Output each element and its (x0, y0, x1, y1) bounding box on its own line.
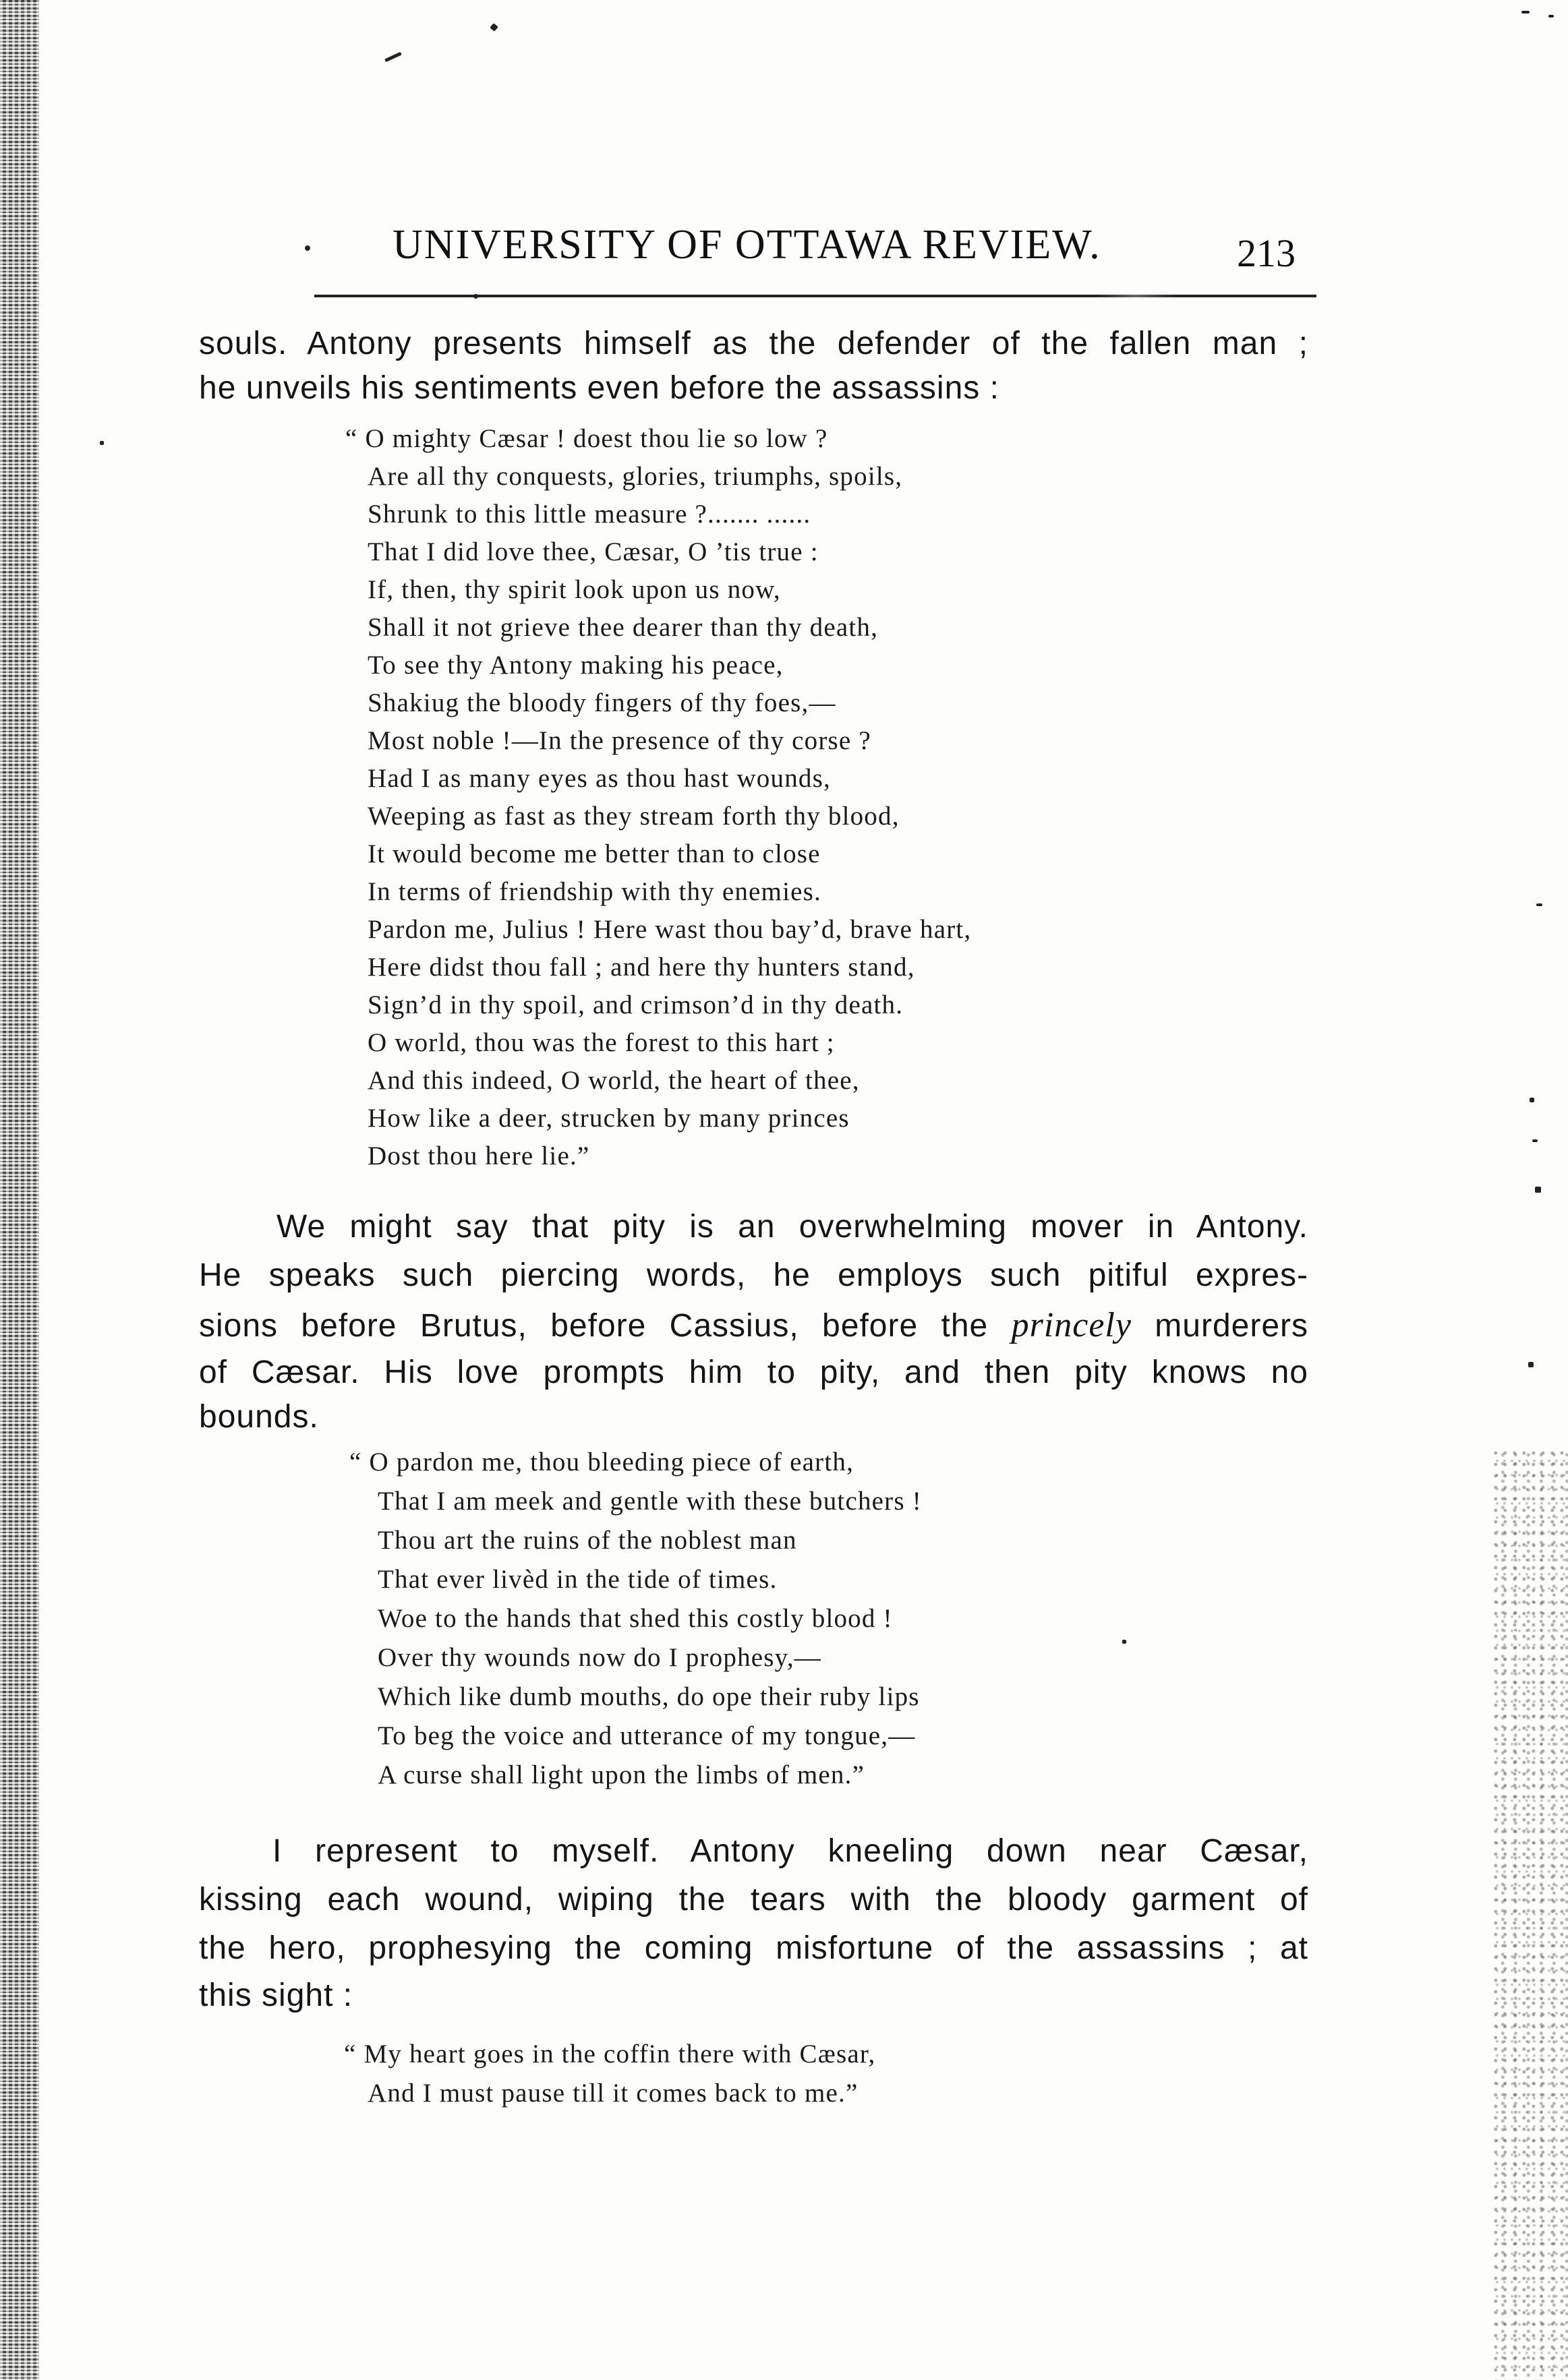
verse-line: That ever livèd in the tide of times. (378, 1565, 778, 1594)
para2-line: We might say that pity is an overwhelming mover in Antony. (277, 1209, 1308, 1245)
para3-line: I represent to myself. Antony kneeling down near Cæsar, (272, 1833, 1308, 1869)
verse-line: A curse shall light upon the limbs of men.” (378, 1760, 865, 1789)
scan-speck (384, 52, 402, 63)
verse-line: In terms of friendship with thy enemies. (368, 877, 821, 906)
para2-line-with-emphasis (199, 1305, 1308, 1345)
para3-line: the hero, prophesying the coming misfortune of the assassins ; at (199, 1930, 1308, 1966)
verse-line: Shakiug the bloody fingers of thy foes,— (368, 688, 836, 717)
verse-line: Had I as many eyes as thou hast wounds, (368, 764, 831, 793)
scan-speck (1521, 11, 1530, 13)
emphasis-princely: princely (1011, 1306, 1132, 1344)
para1-line: he unveils his sentiments even before the assassins : (199, 370, 999, 406)
para2-text: murderers (1155, 1308, 1308, 1344)
binding-edge (0, 0, 39, 2380)
scan-speck (1532, 1139, 1538, 1142)
scan-speck (490, 23, 498, 32)
verse-line: And I must pause till it comes back to me.” (368, 2079, 859, 2108)
running-head (277, 221, 1329, 275)
verse-line: That I am meek and gentle with these butchers ! (378, 1487, 922, 1516)
scan-speck (1548, 15, 1554, 18)
para2-line: He speaks such piercing words, he employs such pitiful expres- (199, 1257, 1308, 1293)
verse-line: To beg the voice and utterance of my tongue,— (378, 1721, 916, 1750)
verse-line: Woe to the hands that shed this costly blood ! (378, 1604, 893, 1633)
scan-speck (1528, 1362, 1534, 1367)
verse-line: That I did love thee, Cæsar, O ’tis true : (368, 537, 819, 566)
scan-speck (1122, 1640, 1126, 1644)
head-dot (305, 245, 310, 251)
scan-speck (1536, 903, 1542, 906)
verse-line: Sign’d in thy spoil, and crimson’d in thy death. (368, 990, 904, 1019)
verse-line: “ My heart goes in the coffin there with Cæsar, (344, 2040, 876, 2069)
verse-line: Shrunk to this little measure ?....... ...... (368, 500, 811, 529)
verse-line: Pardon me, Julius ! Here wast thou bay’d, brave hart, (368, 915, 972, 944)
verse-line: How like a deer, strucken by many princes (368, 1104, 850, 1133)
verse-line: It would become me better than to close (368, 839, 821, 868)
para2-text: sions before Brutus, before Cassius, before the (199, 1308, 989, 1344)
para3-line: kissing each wound, wiping the tears with the bloody garment of (199, 1882, 1308, 1917)
verse-line: To see thy Antony making his peace, (368, 651, 784, 680)
scan-speck (1530, 1098, 1534, 1102)
verse-line: O world, thou was the forest to this hart ; (368, 1028, 835, 1057)
scan-speck (100, 441, 104, 445)
verse-line: If, then, thy spirit look upon us now, (368, 575, 781, 604)
verse-line: Dost thou here lie.” (368, 1141, 590, 1170)
scan-speck (1535, 1187, 1541, 1193)
verse-line: Thou art the ruins of the noblest man (378, 1526, 797, 1555)
verse-line: Here didst thou fall ; and here thy hunters stand, (368, 953, 915, 982)
header-rule (314, 295, 1316, 297)
verse-line: Shall it not grieve thee dearer than thy death, (368, 613, 879, 642)
para2-line: bounds. (199, 1399, 319, 1435)
verse-line: Weeping as fast as they stream forth thy blood, (368, 802, 900, 831)
rule-dot (473, 294, 478, 299)
verse-line: “ O mighty Cæsar ! doest thou lie so low ? (345, 424, 828, 453)
running-title: UNIVERSITY OF OTTAWA REVIEW. (393, 222, 1101, 268)
verse-line: Which like dumb mouths, do ope their ruby lips (378, 1682, 920, 1711)
verse-line: Over thy wounds now do I prophesy,— (378, 1643, 821, 1672)
page-number: 213 (1237, 231, 1296, 275)
verse-line: “ O pardon me, thou bleeding piece of earth, (349, 1448, 854, 1477)
para1-line: souls. Antony presents himself as the defender of the fallen man ; (199, 326, 1308, 361)
para2-line: of Cæsar. His love prompts him to pity, and then pity knows no (199, 1355, 1308, 1390)
verse-line: And this indeed, O world, the heart of thee, (368, 1066, 860, 1095)
para3-line: this sight : (199, 1977, 353, 2013)
verse-line: Most noble !—In the presence of thy corse ? (368, 726, 871, 755)
scan-noise (1494, 1450, 1568, 2380)
verse-line: Are all thy conquests, glories, triumphs, spoils, (368, 462, 903, 491)
